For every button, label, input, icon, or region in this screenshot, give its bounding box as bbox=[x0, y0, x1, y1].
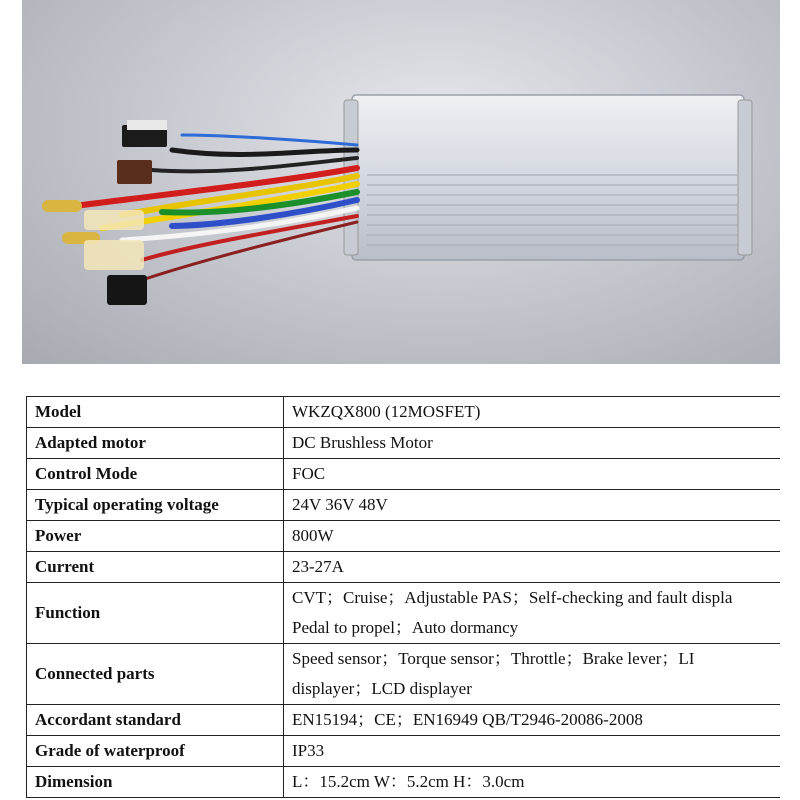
spec-row-current bbox=[27, 552, 800, 583]
spec-value-line-1: Speed sensor；Torque sensor；Throttle；Brake lever；LI bbox=[292, 649, 695, 668]
spec-label: Accordant standard bbox=[27, 705, 284, 736]
spec-value: FOC bbox=[284, 459, 800, 490]
spec-row-function bbox=[27, 583, 800, 644]
connector-black-bottom bbox=[107, 275, 147, 305]
spec-value: DC Brushless Motor bbox=[284, 428, 800, 459]
spec-row-standard bbox=[27, 705, 800, 736]
spec-row-power bbox=[27, 521, 800, 552]
spec-row-waterproof bbox=[27, 736, 800, 767]
spec-label: Grade of waterproof bbox=[27, 736, 284, 767]
right-edge-mask bbox=[780, 380, 800, 800]
spec-label: Function bbox=[27, 583, 284, 644]
motor-controller-illustration bbox=[22, 0, 780, 364]
spec-row-dimension bbox=[27, 767, 800, 798]
spec-table bbox=[26, 396, 800, 798]
spec-label: Typical operating voltage bbox=[27, 490, 284, 521]
spec-label: Model bbox=[27, 397, 284, 428]
spec-value: 800W bbox=[284, 521, 800, 552]
spec-row-connected-parts bbox=[27, 644, 800, 705]
spec-value: 24V 36V 48V bbox=[284, 490, 800, 521]
sleeve-connector-1 bbox=[84, 210, 144, 230]
connector-label bbox=[127, 120, 167, 130]
spec-value-line-2: Pedal to propel；Auto dormancy bbox=[292, 618, 519, 637]
product-photo bbox=[22, 0, 780, 364]
spec-label: Adapted motor bbox=[27, 428, 284, 459]
connector-brown bbox=[117, 160, 152, 184]
sleeve-connector-2 bbox=[84, 240, 144, 270]
spec-label: Power bbox=[27, 521, 284, 552]
spec-value: 23-27A bbox=[284, 552, 800, 583]
spec-label: Dimension bbox=[27, 767, 284, 798]
spec-value: EN15194；CE；EN16949 QB/T2946-20086-2008 bbox=[284, 705, 800, 736]
spec-value: WKZQX800 (12MOSFET) bbox=[284, 397, 800, 428]
spec-value-line-2: displayer；LCD displayer bbox=[292, 679, 472, 698]
spec-value: L：15.2cm W：5.2cm H：3.0cm bbox=[284, 767, 800, 798]
spec-row-model bbox=[27, 397, 800, 428]
spec-row-control-mode bbox=[27, 459, 800, 490]
spec-row-voltage bbox=[27, 490, 800, 521]
spec-label: Control Mode bbox=[27, 459, 284, 490]
spec-value bbox=[284, 583, 800, 644]
spec-label: Current bbox=[27, 552, 284, 583]
spec-value-line-1: CVT；Cruise；Adjustable PAS；Self-checking and fault displa bbox=[292, 588, 733, 607]
housing-endcap-right bbox=[738, 100, 752, 255]
bullet-connector-1 bbox=[42, 200, 82, 212]
spec-row-adapted-motor bbox=[27, 428, 800, 459]
spec-value: IP33 bbox=[284, 736, 800, 767]
spec-label: Connected parts bbox=[27, 644, 284, 705]
spec-value bbox=[284, 644, 800, 705]
